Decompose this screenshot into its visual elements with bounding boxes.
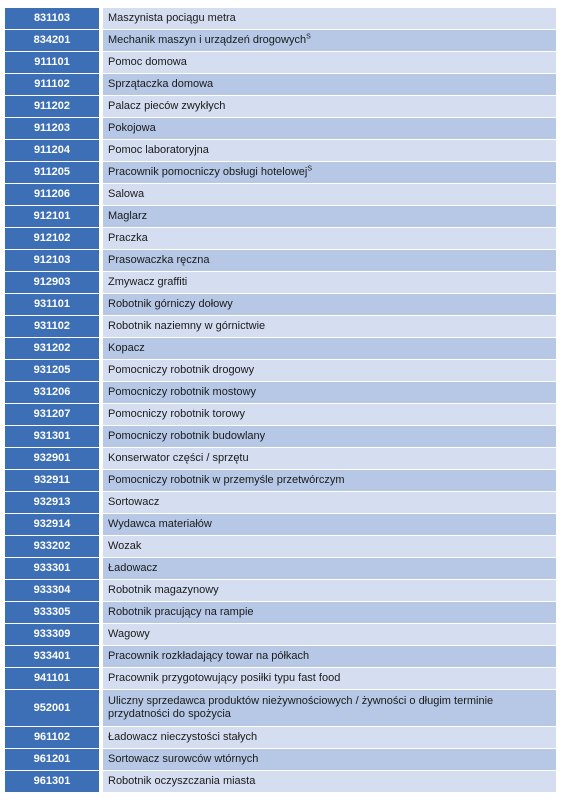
table-row (5, 771, 556, 792)
occupation-name (103, 448, 556, 469)
occupation-name (103, 771, 556, 792)
occupation-name (103, 749, 556, 770)
occupation-name (103, 118, 556, 139)
table-row (5, 338, 556, 359)
occupation-code: 933401 (5, 646, 103, 667)
table-row (5, 250, 556, 271)
occupation-name-text: Pracownik pomocniczy obsługi hotelowej (108, 166, 308, 178)
table-row (5, 404, 556, 425)
occupation-name (103, 426, 556, 447)
occupation-table-container (5, 7, 556, 793)
occupation-name-text: Pomocniczy robotnik budowlany (108, 430, 266, 442)
occupation-name (103, 536, 556, 557)
occupation-name-text: Salowa (108, 188, 145, 200)
occupation-name-text: Wozak (108, 540, 142, 552)
occupation-name-text: Pomoc domowa (108, 56, 187, 68)
occupation-name-text: Prasowaczka ręczna (108, 254, 210, 266)
table-row (5, 360, 556, 381)
occupation-name (103, 140, 556, 161)
table-row (5, 162, 556, 183)
occupation-code: 933309 (5, 624, 103, 645)
table-row (5, 74, 556, 95)
occupation-name (103, 624, 556, 645)
occupation-name-text: Robotnik magazynowy (108, 584, 219, 596)
table-row (5, 294, 556, 315)
occupation-name-text: Praczka (108, 232, 148, 244)
table-row (5, 96, 556, 117)
occupation-name (103, 514, 556, 535)
occupation-name (103, 30, 556, 51)
occupation-code: 932901 (5, 448, 103, 469)
occupation-name-text: Wagowy (108, 628, 150, 640)
table-row (5, 448, 556, 469)
occupation-name (103, 294, 556, 315)
occupation-code: 931301 (5, 426, 103, 447)
occupation-code: 933202 (5, 536, 103, 557)
occupation-code: 932911 (5, 470, 103, 491)
occupation-name-text: Robotnik naziemny w górnictwie (108, 320, 266, 332)
occupation-name (103, 338, 556, 359)
occupation-name-text: Maszynista pociągu metra (108, 12, 236, 24)
occupation-code: 961201 (5, 749, 103, 770)
occupation-code: 911205 (5, 162, 103, 183)
occupation-name-text: Sprzątaczka domowa (108, 78, 214, 90)
table-row (5, 206, 556, 227)
occupation-code: 912903 (5, 272, 103, 293)
occupation-code: 961102 (5, 727, 103, 748)
occupation-name (103, 250, 556, 271)
occupation-code: 911203 (5, 118, 103, 139)
occupation-code: 912103 (5, 250, 103, 271)
occupation-code: 911101 (5, 52, 103, 73)
occupation-name (103, 470, 556, 491)
occupation-code: 932913 (5, 492, 103, 513)
occupation-name (103, 8, 556, 29)
occupation-name-text: Robotnik pracujący na rampie (108, 606, 254, 618)
table-row (5, 558, 556, 579)
occupation-code: 933304 (5, 580, 103, 601)
occupation-name (103, 162, 556, 183)
occupation-table-body (5, 8, 556, 792)
occupation-name-text: Wydawca materiałów (108, 518, 212, 530)
occupation-name-text: Kopacz (108, 342, 145, 354)
table-row (5, 492, 556, 513)
occupation-name (103, 558, 556, 579)
occupation-name (103, 96, 556, 117)
occupation-code: 912101 (5, 206, 103, 227)
occupation-code: 911102 (5, 74, 103, 95)
occupation-name (103, 404, 556, 425)
occupation-name-text: Mechanik maszyn i urządzeń drogowych (108, 34, 307, 46)
occupation-code: 911202 (5, 96, 103, 117)
table-row (5, 140, 556, 161)
table-row (5, 118, 556, 139)
table-row (5, 580, 556, 601)
occupation-name (103, 492, 556, 513)
occupation-name-text: Pokojowa (108, 122, 156, 134)
occupation-name-text: Pomocniczy robotnik w przemyśle przetwórczym (108, 474, 345, 486)
table-row (5, 646, 556, 667)
table-row (5, 52, 556, 73)
occupation-name-text: Zmywacz graffiti (108, 276, 188, 288)
table-row (5, 668, 556, 689)
table-row (5, 470, 556, 491)
occupation-code: 912102 (5, 228, 103, 249)
occupation-code: 961301 (5, 771, 103, 792)
table-row (5, 382, 556, 403)
occupation-name-text: Uliczny sprzedawca produktów nieżywnościowych / żywności o długim terminie przydatności do spożycia (108, 695, 494, 720)
occupation-code: 911206 (5, 184, 103, 205)
table-row (5, 30, 556, 51)
occupation-code: 931205 (5, 360, 103, 381)
occupation-name-text: Robotnik górniczy dołowy (108, 298, 233, 310)
table-row (5, 602, 556, 623)
occupation-name-text: Palacz pieców zwykłych (108, 100, 226, 112)
table-row (5, 690, 556, 726)
occupation-code: 931206 (5, 382, 103, 403)
occupation-name (103, 228, 556, 249)
table-row (5, 228, 556, 249)
occupation-code: 933301 (5, 558, 103, 579)
occupation-code: 933305 (5, 602, 103, 623)
occupation-name (103, 668, 556, 689)
table-row (5, 749, 556, 770)
superscript-marker: S (307, 165, 312, 173)
table-row (5, 8, 556, 29)
occupation-code: 931202 (5, 338, 103, 359)
occupation-name (103, 646, 556, 667)
occupation-name (103, 602, 556, 623)
table-row (5, 536, 556, 557)
occupation-name-text: Robotnik oczyszczania miasta (108, 775, 256, 787)
occupation-name-text: Pracownik rozkładający towar na półkach (108, 650, 310, 662)
occupation-code: 952001 (5, 690, 103, 726)
occupation-name-text: Pomocniczy robotnik drogowy (108, 364, 255, 376)
occupation-name-text: Pomocniczy robotnik mostowy (108, 386, 256, 398)
occupation-name (103, 272, 556, 293)
occupation-name (103, 580, 556, 601)
occupation-name (103, 316, 556, 337)
superscript-marker: S (306, 33, 311, 41)
occupation-code: 834201 (5, 30, 103, 51)
occupation-code: 941101 (5, 668, 103, 689)
occupation-code: 831103 (5, 8, 103, 29)
occupation-code: 931207 (5, 404, 103, 425)
occupation-code: 911204 (5, 140, 103, 161)
occupation-name-text: Konserwator części / sprzętu (108, 452, 249, 464)
table-row (5, 184, 556, 205)
occupation-name-text: Ładowacz nieczystości stałych (108, 731, 258, 743)
occupation-name (103, 382, 556, 403)
occupation-code: 932914 (5, 514, 103, 535)
table-row (5, 316, 556, 337)
occupation-name-text: Ładowacz (108, 562, 158, 574)
occupation-name-text: Sortowacz surowców wtórnych (108, 753, 259, 765)
occupation-table (5, 7, 556, 793)
table-row (5, 727, 556, 748)
table-row (5, 426, 556, 447)
table-row (5, 624, 556, 645)
occupation-name (103, 52, 556, 73)
occupation-name (103, 690, 556, 726)
occupation-name (103, 74, 556, 95)
occupation-name (103, 727, 556, 748)
occupation-name-text: Pomocniczy robotnik torowy (108, 408, 245, 420)
occupation-name (103, 360, 556, 381)
occupation-code: 931102 (5, 316, 103, 337)
occupation-name-text: Pomoc laboratoryjna (108, 144, 209, 156)
table-row (5, 272, 556, 293)
occupation-name (103, 184, 556, 205)
table-row (5, 514, 556, 535)
occupation-code: 931101 (5, 294, 103, 315)
occupation-name-text: Pracownik przygotowujący posiłki typu fast food (108, 672, 341, 684)
occupation-name-text: Maglarz (108, 210, 148, 222)
occupation-name (103, 206, 556, 227)
occupation-name-text: Sortowacz (108, 496, 160, 508)
